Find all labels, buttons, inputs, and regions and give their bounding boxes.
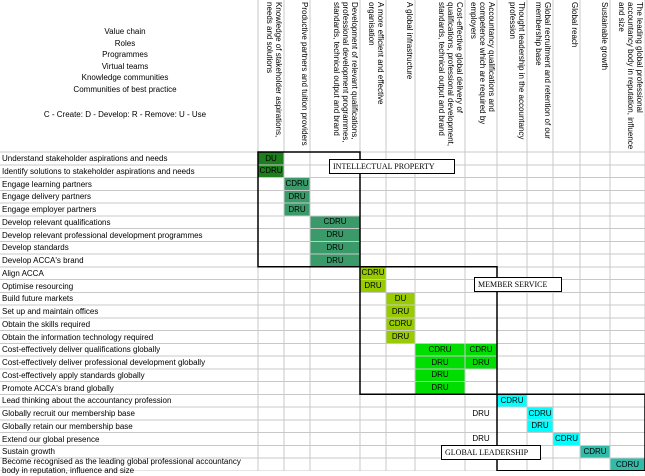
row-label: Obtain the information technology required [2,332,154,342]
row-label: Promote ACCA's brand globally [2,383,114,393]
matrix-cell: DRU [288,191,306,201]
matrix-cell: DRU [326,255,344,265]
column-header: Development of relevant qualifications, professional development programmes, standards, technical output and brand [332,2,359,143]
row-label: Understand stakeholder aspirations and needs [2,154,168,163]
row-label: Cost-effectively deliver professional development globally [2,358,206,367]
column-header: Productive partners and tuition providers [300,2,309,146]
global-leadership-label: GLOBAL LEADERSHIP [441,445,541,460]
row-label: Set up and maintain offices [2,307,99,316]
matrix-cell: CDRU [361,268,385,278]
matrix-cell: DRU [431,383,449,392]
matrix-cell: DRU [431,357,449,367]
row-label: Develop standards [2,243,69,253]
matrix-cell: CDRU [323,217,347,227]
column-header: Thought leadership in the accountancy profession [508,2,526,140]
row-label: Cost-effectively deliver qualifications globally [2,345,161,355]
matrix-cell: DRU [472,408,490,418]
matrix-cell: CDRU [500,395,524,405]
column-header: Global reach [570,2,579,48]
row-label: Build future markets [2,294,74,304]
column-header: Accountancy qualifications and competence which are required by employers [469,2,496,125]
row-label: Extend our global presence [2,434,100,444]
row-label: Globally recruit our membership base [2,409,135,418]
matrix-cell: CDRU [528,408,552,418]
column-header: The leading global professional accountancy body in reputation, influence and size [617,2,644,150]
matrix-cell: DU [394,293,407,303]
row-label: Develop relevant professional development programmes [2,230,203,240]
legend-line: Value chain [104,27,146,36]
column-header: A more efficient and effective organisation [367,2,385,105]
row-label: Develop ACCA's brand [2,256,84,265]
row-label: Engage delivery partners [2,192,91,202]
column-header: Knowledge of stakeholder aspirations, needs and solutions [265,2,283,138]
matrix-cell: CDRU [388,319,413,329]
legend-line: Knowledge communities [81,73,169,82]
legend-line: Roles [114,38,136,48]
row-label: Engage learning partners [2,179,92,189]
matrix-cell: CDRU [285,179,309,188]
matrix-cell: DRU [364,281,382,290]
matrix-cell: DRU [531,421,549,431]
matrix-cell: DRU [391,306,410,316]
row-label: Lead thinking about the accountancy profession [2,396,172,406]
matrix-cell: CDRU [469,344,493,354]
matrix-cell: CDRU [554,434,579,443]
row-label: Identify solutions to stakeholder aspirations and needs [2,166,195,176]
matrix-cell: DRU [472,434,490,443]
matrix-cell: DRU [391,332,410,341]
legend-code-key: C - Create: D - Develop: R - Remove: U - Use [43,110,207,119]
row-label: Sustain growth [2,447,55,457]
matrix-cell: DRU [431,370,449,380]
matrix-cell: DRU [326,230,344,239]
column-header: Cost-effective global delivery of qualifications, professional development, standards, technical output and brand [437,2,464,147]
row-label: Cost-effectively apply standards globally [2,370,145,380]
row-label: Develop relevant qualifications [2,217,111,227]
matrix-cell: DU [265,153,277,163]
column-header: Global recruitment and retention of our membership base [534,2,552,139]
row-label: Obtain the skills required [2,319,91,329]
matrix-cell: CDRU [615,459,640,469]
matrix-cell: DRU [326,242,344,252]
matrix-cell: CDRU [583,446,607,456]
row-label: Become recognised as the leading global professional accountancy body in reputation, influence and size [2,457,241,475]
matrix-cell: DRU [472,357,490,367]
legend [0,26,250,121]
row-label: Engage employer partners [2,205,97,214]
matrix-cell: DRU [288,204,306,214]
member-service-label: MEMBER SERVICE [474,277,562,292]
legend-line: Virtual teams [101,61,149,71]
legend-line: Communities of best practice [73,84,177,94]
column-header: A global infrastructure [405,2,414,80]
row-label: Align ACCA [2,268,44,278]
matrix-cell: CDRU [428,344,452,354]
row-label: Globally retain our membership base [2,421,133,431]
row-label: Optimise resourcing [2,281,74,291]
matrix-cell: CDRU [259,166,283,176]
intellectual-property-label: INTELLECTUAL PROPERTY [329,159,455,174]
column-header: Sustainable growth [600,2,609,71]
legend-line: Programmes [102,50,148,59]
